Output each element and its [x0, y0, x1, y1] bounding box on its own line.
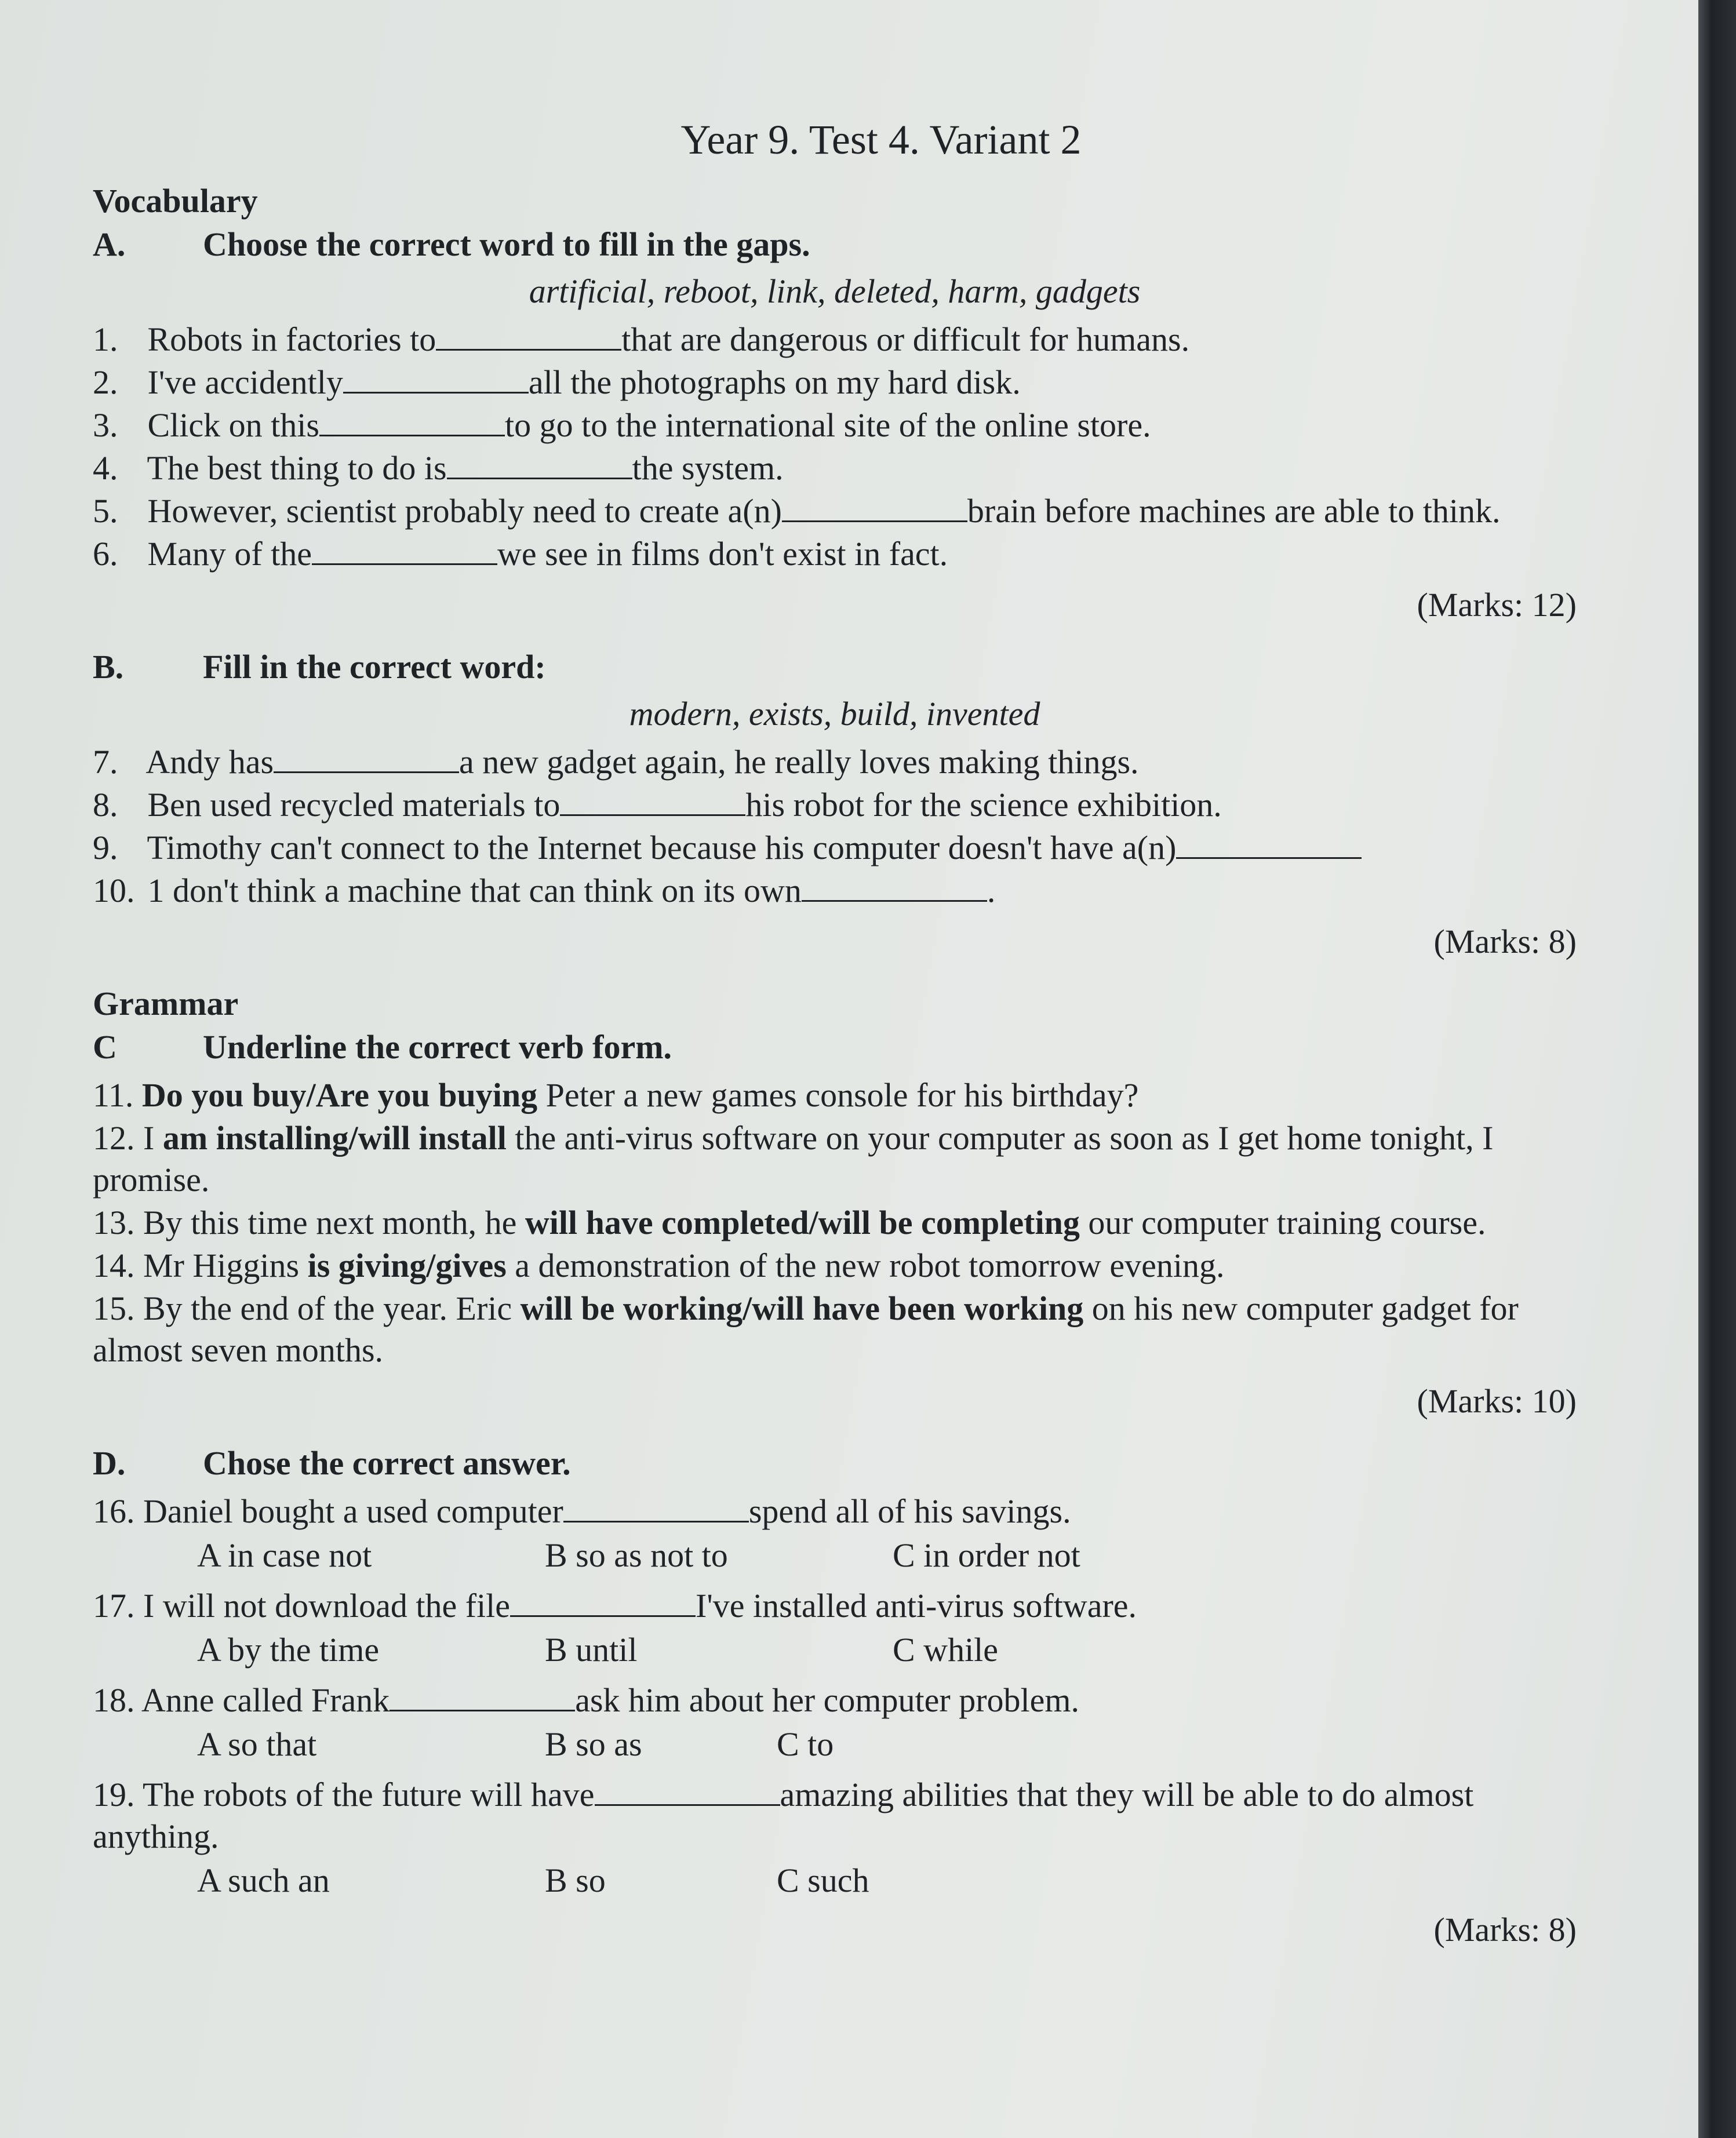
task-b-heading [93, 647, 1577, 686]
task-letter: C [93, 1028, 117, 1066]
task-instruction: Fill in the correct word: [203, 648, 546, 686]
question-number: 15. [93, 1290, 135, 1327]
question-text: The robots of the future will have [142, 1776, 595, 1813]
task-instruction: Choose the correct word to fill in the gaps. [203, 225, 810, 263]
word-bank: artificial, reboot, link, deleted, harm, gadgets [529, 272, 1141, 310]
option-a[interactable]: A by the time [197, 1631, 380, 1669]
answer-blank[interactable] [436, 319, 621, 351]
task-letter: B. [93, 648, 124, 686]
answer-options [197, 1630, 1577, 1669]
question-item [93, 741, 1577, 783]
marks-label: (Marks: 8) [1433, 923, 1577, 960]
answer-blank[interactable] [560, 784, 745, 816]
question-text: the system. [632, 449, 784, 487]
answer-blank[interactable] [595, 1774, 780, 1806]
question-number: 5. [93, 492, 118, 530]
question-text: a demonstration of the new robot tomorrow evening. [515, 1247, 1225, 1284]
verb-choice[interactable]: am installing/will install [162, 1119, 507, 1157]
question-text: Andy has [145, 743, 274, 781]
question-item [93, 784, 1577, 826]
question-text: Mr Higgins [143, 1247, 300, 1284]
question-text: on his new computer gadget for almost seven months. [93, 1290, 1519, 1369]
option-a[interactable]: A in case not [197, 1536, 372, 1574]
answer-blank[interactable] [343, 362, 529, 394]
question-text: amazing abilities that they will be able to do almost anything. [93, 1776, 1474, 1855]
question-text: Ben used recycled materials to [147, 786, 561, 824]
verb-choice[interactable]: will have completed/will be completing [525, 1204, 1080, 1241]
option-b[interactable]: B until [545, 1631, 638, 1669]
question-number: 1. [93, 320, 118, 358]
question-item [93, 319, 1577, 360]
answer-blank[interactable] [510, 1585, 696, 1617]
question-item [93, 1117, 1577, 1201]
question-text: Peter a new games console for his birthday? [545, 1076, 1139, 1114]
question-item [93, 1585, 1577, 1627]
question-item [93, 1075, 1577, 1116]
question-number: 3. [93, 406, 118, 444]
task-letter: D. [93, 1444, 126, 1482]
task-d-heading [93, 1444, 1577, 1483]
answer-blank[interactable] [802, 870, 987, 902]
answer-options [197, 1725, 1577, 1764]
question-text: Anne called Frank [141, 1681, 390, 1719]
question-text: 1 don't think a machine that can think on its own [147, 872, 802, 909]
question-number: 14. [93, 1247, 135, 1284]
question-item [93, 1491, 1577, 1532]
question-number: 17. [93, 1587, 135, 1625]
question-item [93, 362, 1577, 403]
option-b[interactable]: B so [545, 1862, 606, 1899]
question-text: I've accidently [147, 363, 343, 401]
question-item [93, 827, 1577, 869]
question-item [93, 1774, 1577, 1857]
question-item [93, 1245, 1577, 1287]
question-text: The best thing to do is [147, 449, 447, 487]
answer-blank[interactable] [782, 490, 967, 522]
answer-blank[interactable] [390, 1680, 575, 1711]
task-instruction: Underline the correct verb form. [203, 1028, 672, 1066]
answer-blank[interactable] [274, 741, 459, 773]
answer-options [197, 1861, 1577, 1900]
section-heading-grammar: Grammar [93, 985, 239, 1022]
question-number: 4. [93, 449, 118, 487]
answer-blank[interactable] [1176, 827, 1362, 859]
option-c[interactable]: C while [893, 1631, 999, 1669]
page-title: Year 9. Test 4. Variant 2 [680, 116, 1082, 163]
question-text: Click on this [147, 406, 319, 444]
verb-choice[interactable]: is giving/gives [307, 1247, 507, 1284]
question-text: that are dangerous or difficult for humans. [621, 320, 1190, 358]
question-text: However, scientist probably need to create a(n) [147, 492, 782, 530]
question-text: Many of the [147, 535, 312, 573]
answer-options [197, 1536, 1577, 1575]
question-text: Daniel bought a used computer [143, 1492, 563, 1530]
question-text: brain before machines are able to think. [967, 492, 1501, 530]
question-text: a new gadget again, he really loves making things. [459, 743, 1139, 781]
question-text: I [143, 1119, 155, 1157]
question-text: . [987, 872, 996, 909]
task-a-heading [93, 225, 1577, 264]
question-item [93, 1680, 1577, 1721]
question-text: we see in films don't exist in fact. [497, 535, 948, 573]
question-number: 7. [93, 743, 118, 781]
option-b[interactable]: B so as not to [545, 1536, 728, 1574]
verb-choice[interactable]: Do you buy/Are you buying [141, 1076, 538, 1114]
question-item [93, 533, 1577, 575]
question-text: the anti-virus software on your computer as soon as I get home tonight, I promise. [93, 1119, 1494, 1199]
question-item [93, 870, 1577, 912]
question-number: 2. [93, 363, 118, 401]
option-b[interactable]: B so as [545, 1725, 642, 1763]
option-c[interactable]: C in order not [893, 1536, 1080, 1574]
question-text: to go to the international site of the online store. [504, 406, 1151, 444]
question-text: his robot for the science exhibition. [745, 786, 1222, 824]
question-number: 18. [93, 1681, 135, 1719]
question-number: 8. [93, 786, 118, 824]
question-number: 9. [93, 829, 118, 866]
question-item [93, 405, 1577, 446]
question-text: spend all of his savings. [748, 1492, 1071, 1530]
answer-blank[interactable] [563, 1491, 749, 1523]
task-c-heading [93, 1028, 1577, 1066]
marks-label: (Marks: 8) [1433, 1911, 1577, 1948]
answer-blank[interactable] [312, 533, 497, 565]
question-number: 13. [93, 1204, 135, 1241]
question-item [93, 490, 1577, 532]
page-edge-shadow [1698, 0, 1736, 2138]
question-text: I've installed anti-virus software. [696, 1587, 1137, 1625]
question-text: all the photographs on my hard disk. [528, 363, 1021, 401]
question-text: Robots in factories to [147, 320, 436, 358]
answer-blank[interactable] [319, 405, 505, 436]
question-item [93, 1288, 1577, 1371]
option-c[interactable]: C such [777, 1862, 869, 1899]
question-text: I will not download the file [143, 1587, 511, 1625]
task-instruction: Chose the correct answer. [203, 1444, 571, 1482]
question-item [93, 447, 1577, 489]
question-item [93, 1202, 1577, 1244]
question-text: Timothy can't connect to the Internet because his computer doesn't have a(n) [147, 829, 1177, 866]
marks-label: (Marks: 12) [1417, 586, 1577, 624]
option-a[interactable]: A so that [197, 1725, 317, 1763]
question-text: By this time next month, he [143, 1204, 517, 1241]
option-c[interactable]: C to [777, 1725, 834, 1763]
question-text: our computer training course. [1088, 1204, 1486, 1241]
question-text: By the end of the year. Eric [143, 1290, 512, 1327]
question-number: 10. [93, 872, 135, 909]
question-text: ask him about her computer problem. [575, 1681, 1079, 1719]
section-heading-vocabulary: Vocabulary [93, 182, 258, 220]
answer-blank[interactable] [447, 447, 632, 479]
option-a[interactable]: A such an [197, 1862, 330, 1899]
question-number: 11. [93, 1076, 134, 1114]
verb-choice[interactable]: will be working/will have been working [520, 1290, 1084, 1327]
question-number: 12. [93, 1119, 135, 1157]
question-number: 19. [93, 1776, 135, 1813]
word-bank: modern, exists, build, invented [629, 695, 1040, 733]
question-number: 16. [93, 1492, 135, 1530]
question-number: 6. [93, 535, 118, 573]
task-letter: A. [93, 225, 126, 263]
marks-label: (Marks: 10) [1417, 1382, 1577, 1420]
